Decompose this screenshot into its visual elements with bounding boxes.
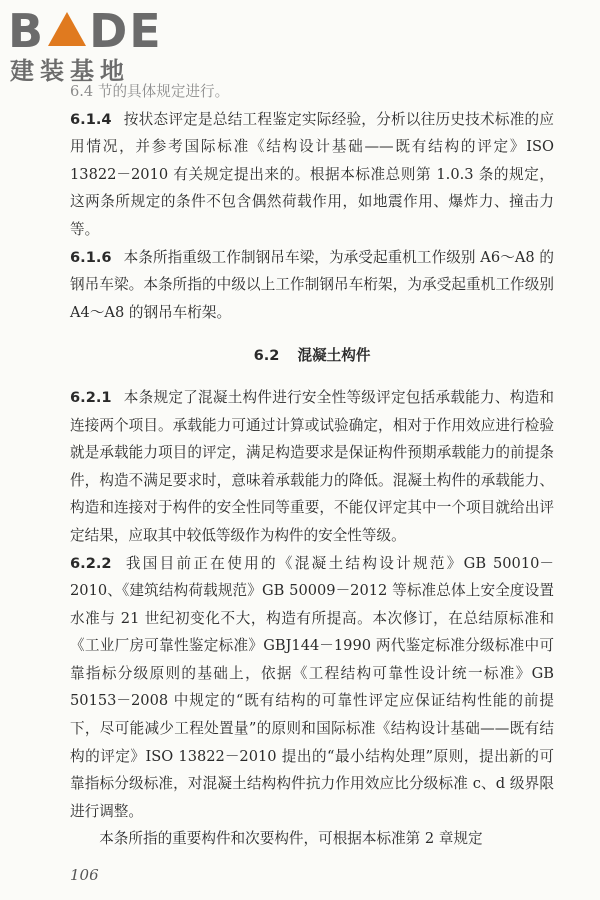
clause-paragraph <box>70 550 554 826</box>
logo-wordmark <box>8 6 178 56</box>
clause-text: 本条所指重级工作制钢吊车梁，为承受起重机工作级别 A6～A8 的钢吊车梁。本条所指的中级以上工作制钢吊车桁架，为承受起重机工作级别 A4～A8 的钢吊车桁架。 <box>70 248 554 321</box>
clause-number: 6.1.6 <box>70 248 112 266</box>
clause-text: 本条规定了混凝土构件进行安全性等级评定包括承载能力、构造和连接两个项目。承载能力可通过计算或试验确定，相对于作用效应进行检验就是承载能力项目的评定，满足构造要求是保证构件预期承载能力的前提条件，构造不满足要求时，意味着承载能力的降低。混凝土构件的承载能力、构造和连接对于构件的安全性同等重要，不能仅评定其中一个项目就给出评定结果，应取其中较低等级作为构件的安全性等级。 <box>70 388 554 544</box>
section-title: 混凝土构件 <box>297 347 371 365</box>
clause-text: 我国目前正在使用的《混凝土结构设计规范》GB 50010－2010、《建筑结构荷载规范》GB 50009－2012 等标准总体上安全度设置水准与 21 世纪初变化不大，构造有所提高。本次修订，在总结原标准和《工业厂房可靠性鉴定标准》GBJ144－1990 两代鉴定标准分级标准中可靠指标分级原则的基础上，依据《工程结构可靠性设计统一标准》GB 50153－2008 中规定的“既有结构的可靠性评定应保证结构性能的前提下，尽可能减少工程处置量”的原则和国际标准《结构设计基础——既有结构的评定》ISO 13822－2010 提出的“最小结构处理”原则，提出新的可靠指标分级标准，对混凝土结构构件抗力作用效应比分级标准 c、d 级界限进行调整。 <box>70 554 554 820</box>
clause-number: 6.2.1 <box>70 388 112 406</box>
page-number: 106 <box>70 866 99 884</box>
clause-text: 按状态评定是总结工程鉴定实际经验，分析以往历史技术标准的应用情况，并参考国际标准《结构设计基础——既有结构的评定》ISO 13822－2010 有关规定提出来的。根据本标准总则第 1.0.3 条的规定，这两条所规定的条件不包含偶然荷载作用，如地震作用、爆炸力、撞击力等。 <box>70 110 554 238</box>
document-body <box>70 78 554 853</box>
clause-paragraph <box>70 106 554 244</box>
logo-triangle-a-icon <box>48 12 86 46</box>
clause-paragraph <box>70 384 554 550</box>
logo-letters-de: DE <box>89 4 163 58</box>
section-number: 6.2 <box>253 347 280 365</box>
logo-letter-b: B <box>8 4 46 58</box>
final-paragraph: 本条所指的重要构件和次要构件，可根据本标准第 2 章规定 <box>99 830 483 848</box>
clause-number: 6.2.2 <box>70 554 112 572</box>
section-heading <box>70 342 554 370</box>
clause-number: 6.1.4 <box>70 110 112 128</box>
clause-paragraph <box>70 244 554 327</box>
logo-subtitle: 建装基地 <box>10 57 130 85</box>
partial-continuation-line: 6.4 节的具体规定进行。 <box>70 83 230 100</box>
